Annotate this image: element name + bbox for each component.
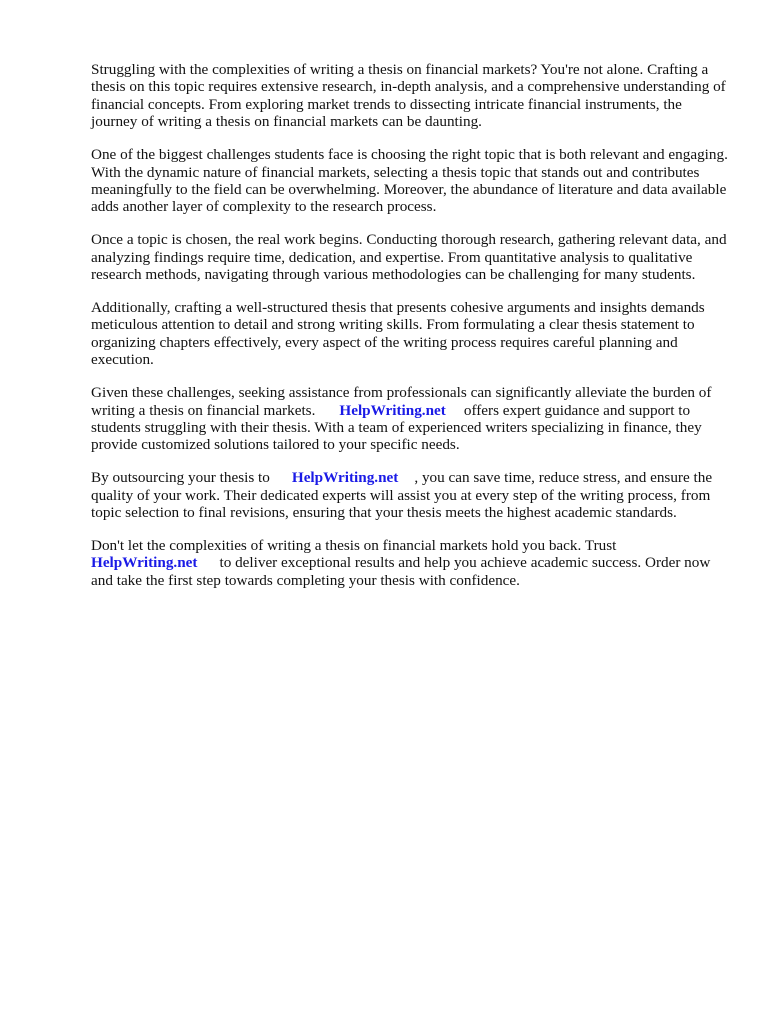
- paragraph-assistance: [91, 384, 731, 454]
- paragraph-outsourcing-text-after: , you can save time, reduce stress, and ensure the quality of your work. Their dedicated experts will assist you at every step of the writing process, from topic selection to final revisions, ensuring that your thesis meets the highest academic standards.: [91, 469, 713, 522]
- paragraph-assistance-text-after: offers expert guidance and support to students struggling with their thesis. With a team of experienced writers specializing in finance, they provide customized solutions tailored to your specific needs.: [91, 401, 702, 454]
- paragraph-structure: Additionally, crafting a well-structured thesis that presents cohesive arguments and insights demands meticulous attention to detail and strong writing skills. From formulating a clear thesis statement to organizing chapters effectively, every aspect of the writing process requires careful planning and execution.: [91, 298, 705, 369]
- helpwriting-link[interactable]: HelpWriting.net: [291, 469, 399, 487]
- paragraph-outsourcing-text-before: By outsourcing your thesis to: [91, 469, 270, 487]
- paragraph-research-work: Once a topic is chosen, the real work begins. Conducting thorough research, gathering relevant data, and analyzing findings require time, dedication, and expertise. From quantitative analysis to qualitative research methods, navigating through various methodologies can be challenging for many students.: [91, 231, 727, 284]
- paragraph-closing: [91, 537, 731, 589]
- helpwriting-link[interactable]: HelpWriting.net: [91, 554, 198, 572]
- document-body: [91, 61, 731, 605]
- paragraph-outsourcing: [91, 469, 731, 521]
- paragraph-closing-text-after: to deliver exceptional results and help you achieve academic success. Order now and take the first step towards completing your thesis with confidence.: [91, 554, 711, 589]
- paragraph-topic-challenge: One of the biggest challenges students face is choosing the right topic that is both relevant and engaging. With the dynamic nature of financial markets, selecting a thesis topic that stands out and contributes meaningfully to the field can be overwhelming. Moreover, the abundance of literature and data available adds another layer of complexity to the research process.: [91, 146, 728, 216]
- paragraph-assistance-text-before: Given these challenges, seeking assistance from professionals can significantly alleviate the burden of writing a thesis on financial markets.: [91, 384, 712, 419]
- helpwriting-link[interactable]: HelpWriting.net: [339, 401, 446, 419]
- paragraph-intro: Struggling with the complexities of writing a thesis on financial markets? You're not alone. Crafting a thesis on this topic requires extensive research, in-depth analysis, and a comprehensive understanding of financial concepts. From exploring market trends to dissecting intricate financial instruments, the journey of writing a thesis on financial markets can be daunting.: [91, 61, 726, 131]
- paragraph-closing-text-before: Don't let the complexities of writing a thesis on financial markets hold you back. Trust: [91, 536, 617, 554]
